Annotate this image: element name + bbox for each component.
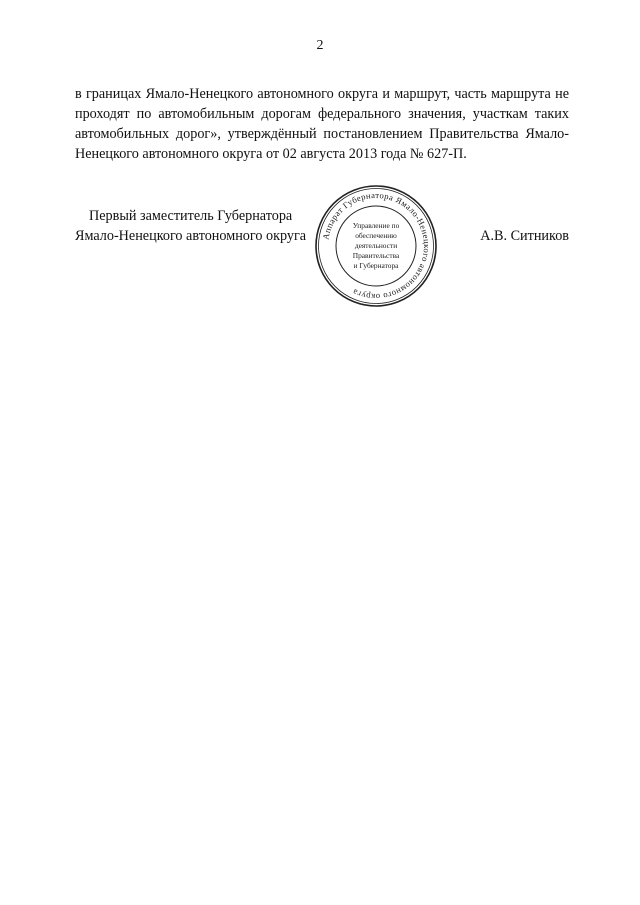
page-number: 2 (316, 38, 324, 53)
seal-inner-line-1: Управление по (352, 221, 400, 230)
signatory-title-line-1: Первый заместитель Губернатора (89, 208, 293, 224)
signatory-title (75, 206, 325, 246)
official-seal-stamp (314, 184, 438, 308)
seal-inner-line-5: и Губернатора (353, 261, 399, 270)
body-paragraph: в границах Ямало-Ненецкого автономного округа и маршрут, часть маршрута не проходят по автомобильным дорогам федерального значения, участкам таких автомобильных дорог», утверждённый постановлением Правительства Ямало-Ненецкого автономного округа от 02 августа 2013 года № 627-П. (75, 86, 569, 162)
seal-inner-line-4: Правительства (352, 251, 400, 260)
signatory-name: А.В. Ситников (480, 228, 569, 244)
seal-inner-line-3: деятельности (354, 241, 398, 250)
seal-ring-text: Аппарат Губернатора Ямало-Ненецкого автономного округа (320, 189, 433, 303)
seal-graphic (314, 184, 438, 308)
seal-inner-line-2: обеспечению (355, 231, 397, 240)
signatory-title-line-2: Ямало-Ненецкого автономного округа (75, 228, 307, 244)
